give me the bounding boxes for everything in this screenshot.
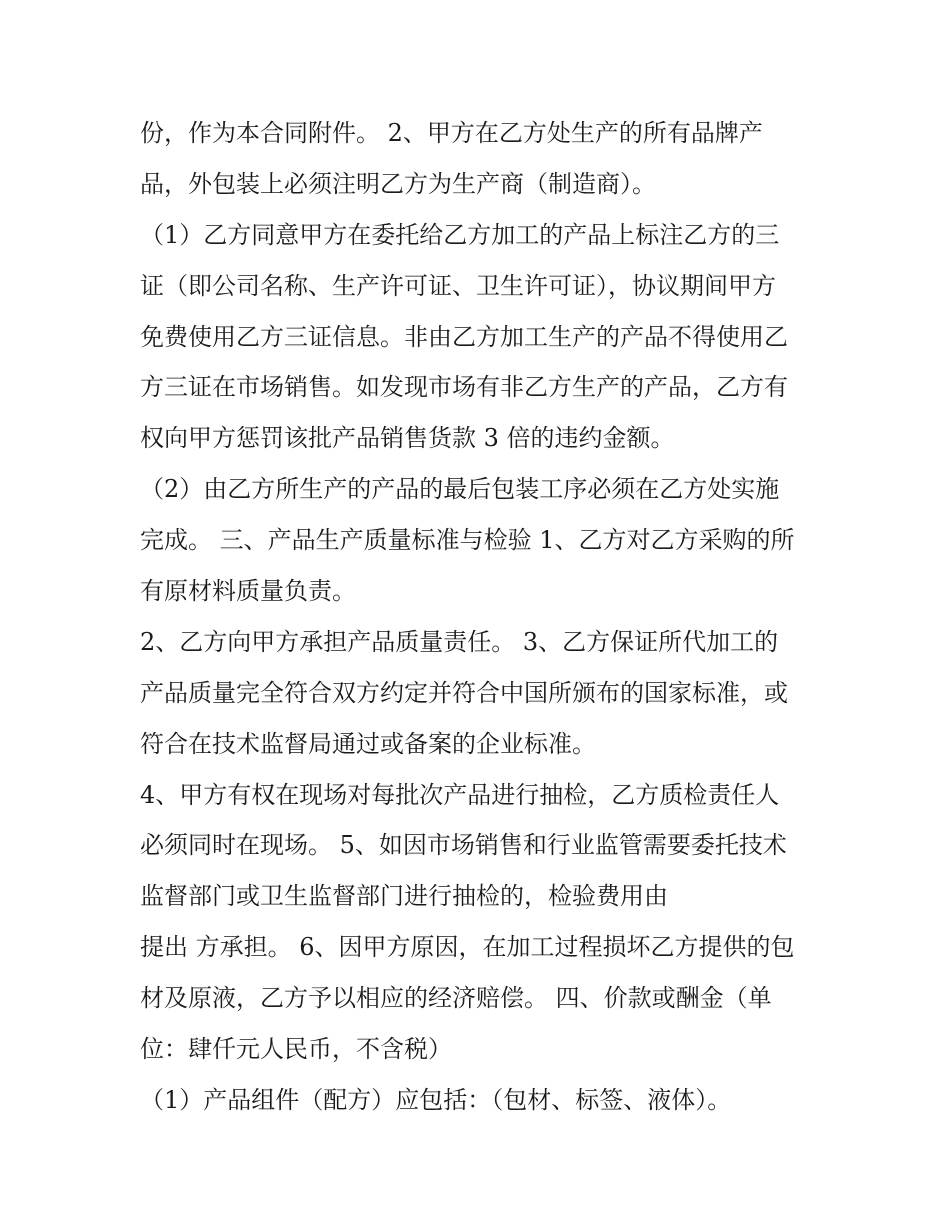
text-line: 材及原液，乙方予以相应的经济赔偿。 四、价款或酬金（单	[140, 984, 772, 1013]
text-line: 符合在技术监督局通过或备案的企业标准。	[140, 729, 596, 758]
text-line: 提出 方承担。 6、因甲方原因，在加工过程损坏乙方提供的包	[140, 933, 795, 962]
text-line: 监督部门或卫生监督部门进行抽检的，检验费用由	[140, 882, 668, 911]
text-line: （1）乙方同意甲方在委托给乙方加工的产品上标注乙方的三	[140, 220, 780, 249]
text-line: 2、乙方向甲方承担产品质量责任。 3、乙方保证所代加工的	[140, 627, 779, 656]
text-line: 品，外包装上必须注明乙方为生产商（制造商）。	[140, 169, 656, 198]
contract-body	[140, 108, 820, 1126]
text-line: 证（即公司名称、生产许可证、卫生许可证），协议期间甲方	[140, 271, 776, 300]
text-line: 权向甲方惩罚该批产品销售货款 3 倍的违约金额。	[140, 424, 675, 453]
text-line: 免费使用乙方三证信息。非由乙方加工生产的产品不得使用乙	[140, 322, 788, 351]
text-line: 完成。 三、产品生产质量标准与检验 1、乙方对乙方采购的所	[140, 526, 795, 555]
text-line: 4、甲方有权在现场对每批次产品进行抽检，乙方质检责任人	[140, 780, 780, 809]
text-line: 方三证在市场销售。如发现市场有非乙方生产的产品，乙方有	[140, 373, 788, 402]
text-line: 必须同时在现场。 5、如因市场销售和行业监管需要委托技术	[140, 831, 787, 860]
text-line: 有原材料质量负责。	[140, 577, 356, 606]
text-line: 份，作为本合同附件。 2、甲方在乙方处生产的所有品牌产	[140, 119, 763, 147]
text-line: （1）产品组件（配方）应包括：（包材、标签、液体）。	[140, 1085, 732, 1114]
text-line: 产品质量完全符合双方约定并符合中国所颁布的国家标准，或	[140, 678, 788, 707]
text-line: （2）由乙方所生产的产品的最后包装工序必须在乙方处实施	[140, 475, 780, 504]
text-line: 位：肆仟元人民币，不含税）	[140, 1035, 452, 1064]
